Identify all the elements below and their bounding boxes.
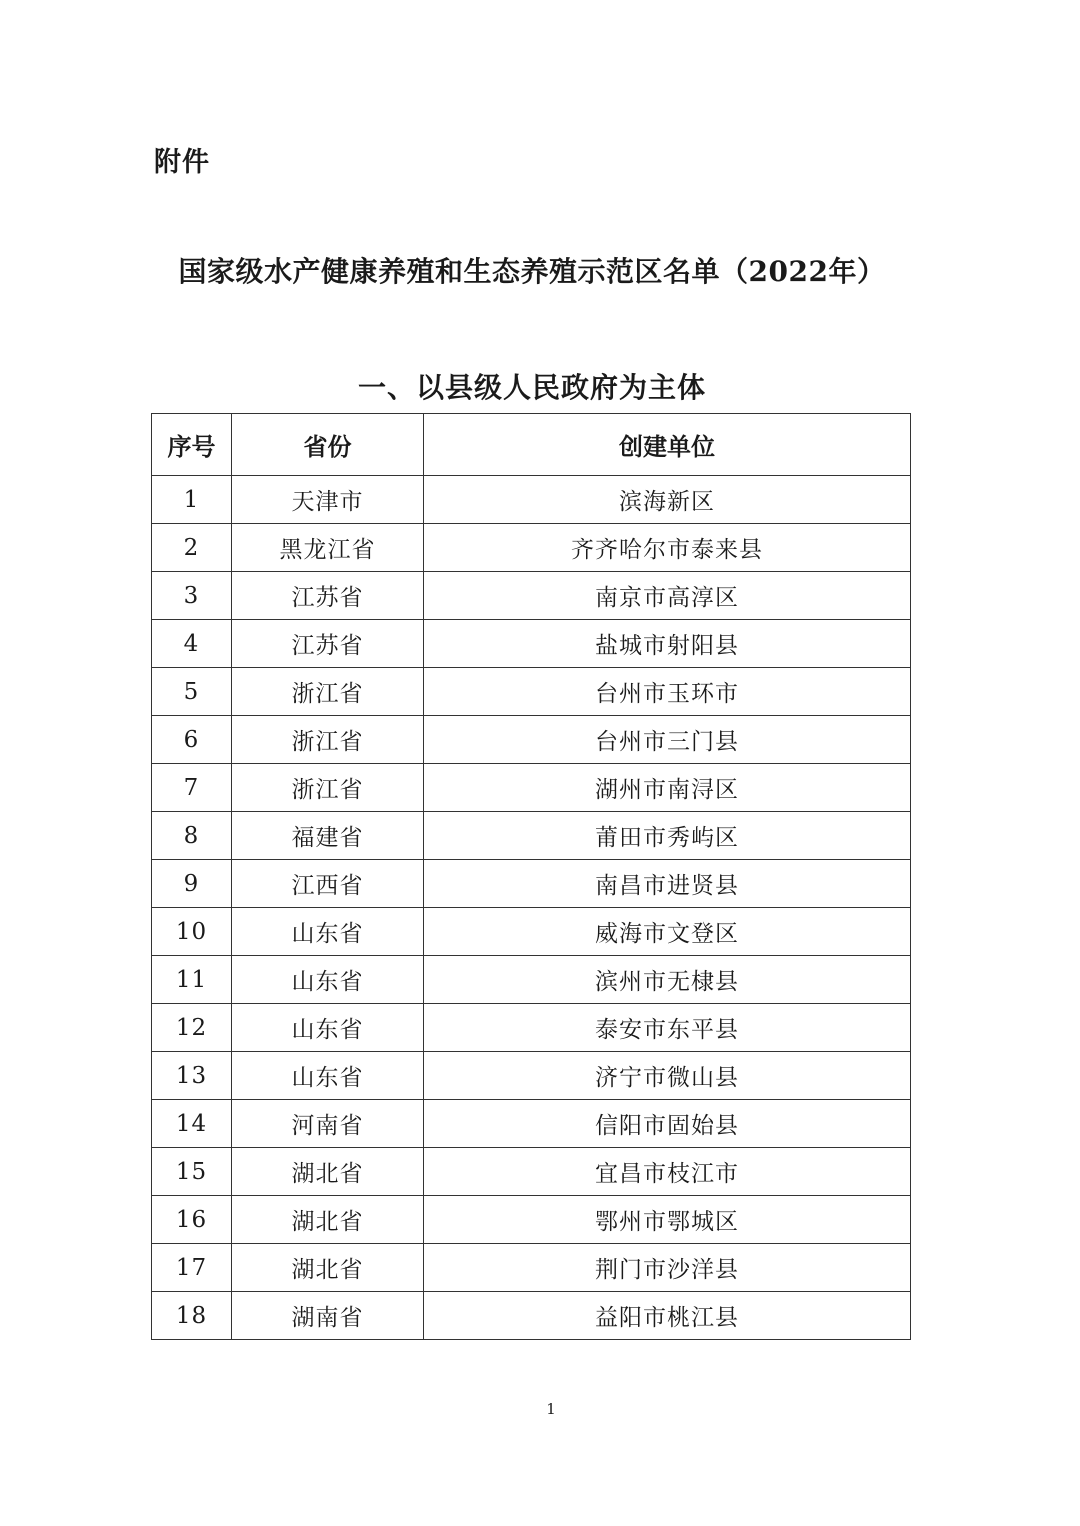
- cell-province: 湖南省: [232, 1292, 424, 1340]
- cell-unit: 台州市三门县: [424, 716, 911, 764]
- cell-unit: 宜昌市枝江市: [424, 1148, 911, 1196]
- table-body: [152, 476, 911, 1340]
- cell-unit: 鄂州市鄂城区: [424, 1196, 911, 1244]
- cell-province: 浙江省: [232, 764, 424, 812]
- cell-unit: 湖州市南浔区: [424, 764, 911, 812]
- table-header-row: [152, 414, 911, 476]
- table-row: [152, 860, 911, 908]
- cell-unit: 南昌市进贤县: [424, 860, 911, 908]
- header-index: 序号: [152, 414, 232, 476]
- cell-index: 17: [152, 1244, 232, 1292]
- table-row: [152, 716, 911, 764]
- cell-unit: 莆田市秀屿区: [424, 812, 911, 860]
- cell-province: 浙江省: [232, 668, 424, 716]
- table-row: [152, 764, 911, 812]
- table-row: [152, 812, 911, 860]
- cell-unit: 滨州市无棣县: [424, 956, 911, 1004]
- cell-index: 14: [152, 1100, 232, 1148]
- cell-province: 湖北省: [232, 1196, 424, 1244]
- cell-province: 山东省: [232, 908, 424, 956]
- table-row: [152, 956, 911, 1004]
- cell-index: 13: [152, 1052, 232, 1100]
- table-row: [152, 668, 911, 716]
- cell-province: 江苏省: [232, 620, 424, 668]
- cell-index: 8: [152, 812, 232, 860]
- table-row: [152, 1148, 911, 1196]
- table-row: [152, 476, 911, 524]
- cell-unit: 威海市文登区: [424, 908, 911, 956]
- cell-province: 山东省: [232, 1052, 424, 1100]
- cell-unit: 信阳市固始县: [424, 1100, 911, 1148]
- section-title: 一、以县级人民政府为主体: [357, 371, 706, 404]
- cell-province: 浙江省: [232, 716, 424, 764]
- cell-unit: 济宁市微山县: [424, 1052, 911, 1100]
- cell-unit: 南京市高淳区: [424, 572, 911, 620]
- table-row: [152, 572, 911, 620]
- table-row: [152, 1292, 911, 1340]
- document-title: 国家级水产健康养殖和生态养殖示范区名单（2022年）: [178, 255, 886, 288]
- cell-index: 2: [152, 524, 232, 572]
- cell-province: 山东省: [232, 1004, 424, 1052]
- cell-unit: 荆门市沙洋县: [424, 1244, 911, 1292]
- cell-province: 福建省: [232, 812, 424, 860]
- cell-index: 16: [152, 1196, 232, 1244]
- cell-index: 11: [152, 956, 232, 1004]
- cell-province: 湖北省: [232, 1244, 424, 1292]
- demonstration-zone-table: [151, 413, 911, 1340]
- cell-index: 12: [152, 1004, 232, 1052]
- cell-province: 山东省: [232, 956, 424, 1004]
- cell-province: 河南省: [232, 1100, 424, 1148]
- table-row: [152, 1196, 911, 1244]
- cell-province: 黑龙江省: [232, 524, 424, 572]
- cell-index: 5: [152, 668, 232, 716]
- header-province: 省份: [232, 414, 424, 476]
- cell-unit: 益阳市桃江县: [424, 1292, 911, 1340]
- cell-index: 15: [152, 1148, 232, 1196]
- header-unit: 创建单位: [424, 414, 911, 476]
- cell-index: 6: [152, 716, 232, 764]
- cell-province: 江西省: [232, 860, 424, 908]
- cell-unit: 盐城市射阳县: [424, 620, 911, 668]
- cell-index: 1: [152, 476, 232, 524]
- cell-unit: 台州市玉环市: [424, 668, 911, 716]
- cell-unit: 泰安市东平县: [424, 1004, 911, 1052]
- cell-province: 湖北省: [232, 1148, 424, 1196]
- cell-index: 4: [152, 620, 232, 668]
- table-row: [152, 1100, 911, 1148]
- cell-province: 天津市: [232, 476, 424, 524]
- cell-index: 3: [152, 572, 232, 620]
- table-row: [152, 908, 911, 956]
- cell-index: 18: [152, 1292, 232, 1340]
- cell-index: 9: [152, 860, 232, 908]
- cell-index: 10: [152, 908, 232, 956]
- cell-province: 江苏省: [232, 572, 424, 620]
- table-row: [152, 620, 911, 668]
- page-number: 1: [546, 1400, 556, 1418]
- table-row: [152, 1004, 911, 1052]
- table-row: [152, 1244, 911, 1292]
- cell-index: 7: [152, 764, 232, 812]
- cell-unit: 齐齐哈尔市泰来县: [424, 524, 911, 572]
- cell-unit: 滨海新区: [424, 476, 911, 524]
- attachment-label: 附件: [154, 147, 210, 178]
- table-row: [152, 1052, 911, 1100]
- table-row: [152, 524, 911, 572]
